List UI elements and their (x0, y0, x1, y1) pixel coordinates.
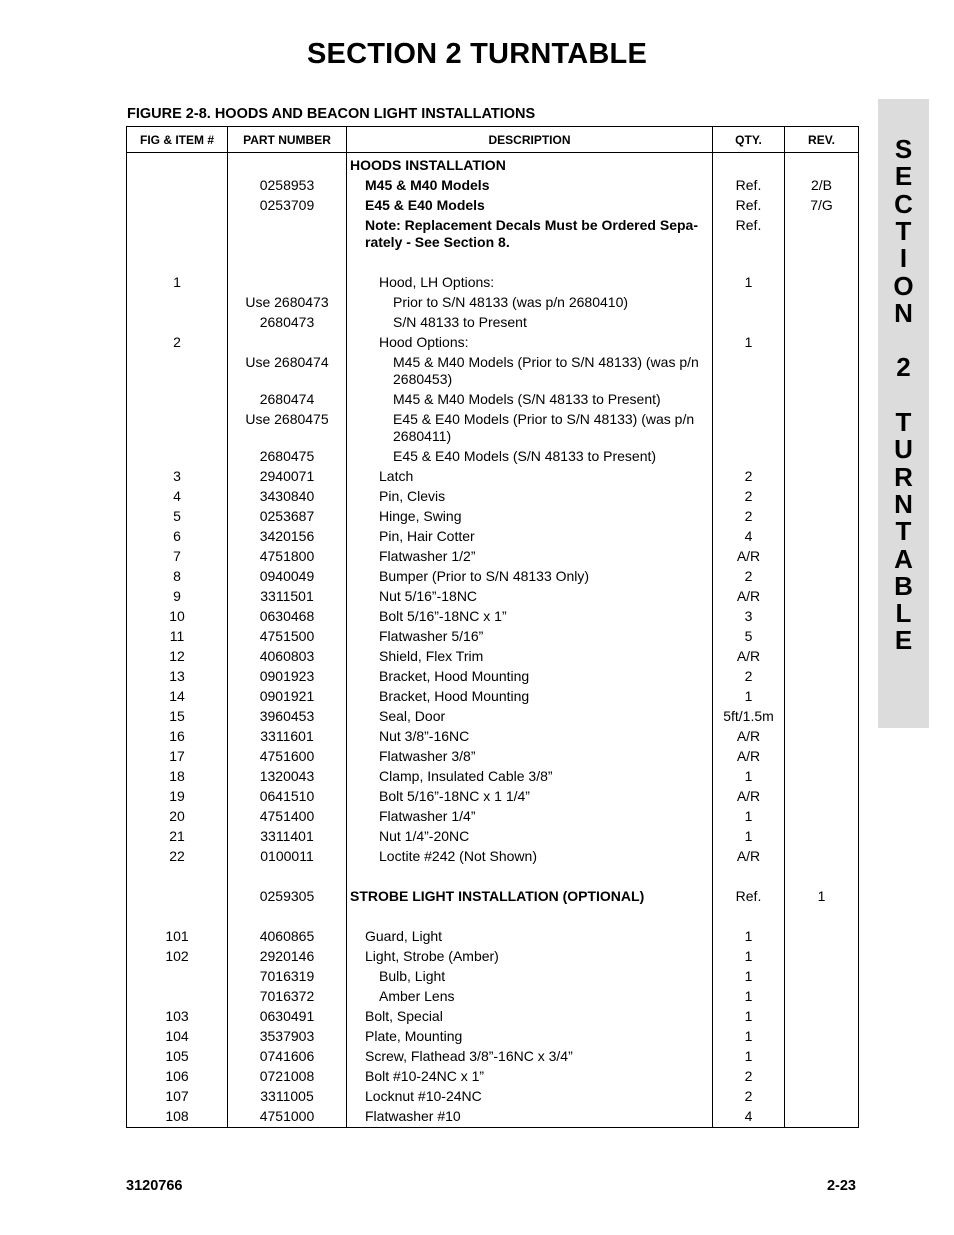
cell-part-number: 0253709 (228, 196, 347, 216)
cell-rev: 1 (785, 887, 859, 907)
cell-part-number: 0641510 (228, 787, 347, 807)
cell-description: Bolt #10-24NC x 1” (347, 1067, 713, 1087)
cell-fig-item: 2 (127, 333, 228, 353)
cell-rev (785, 1047, 859, 1067)
cell-part-number: 4751500 (228, 627, 347, 647)
cell-fig-item (127, 447, 228, 467)
cell-qty: 3 (713, 607, 785, 627)
cell-fig-item (127, 293, 228, 313)
page-title: SECTION 2 TURNTABLE (307, 38, 647, 70)
cell-part-number: 0100011 (228, 847, 347, 867)
table-row (127, 293, 859, 313)
cell-fig-item: 21 (127, 827, 228, 847)
cell-fig-item (127, 967, 228, 987)
cell-description: Flatwasher 3/8” (347, 747, 713, 767)
cell-rev (785, 1087, 859, 1107)
cell-description: E45 & E40 Models (347, 196, 713, 216)
cell-qty: 2 (713, 567, 785, 587)
cell-rev (785, 967, 859, 987)
cell-fig-item: 12 (127, 647, 228, 667)
cell-part-number (228, 153, 347, 176)
parts-table (126, 126, 859, 1128)
table-row (127, 153, 859, 176)
cell-rev (785, 353, 859, 390)
header-fig-item: FIG & ITEM # (127, 127, 228, 153)
cell-description: M45 & M40 Models (Prior to S/N 48133) (was p/n 2680453) (347, 353, 713, 390)
cell-qty: 1 (713, 927, 785, 947)
cell-part-number: 3311401 (228, 827, 347, 847)
cell-description: Bolt 5/16”-18NC x 1 1/4” (347, 787, 713, 807)
header-part-number: PART NUMBER (228, 127, 347, 153)
cell-part-number: 3311601 (228, 727, 347, 747)
cell-rev (785, 927, 859, 947)
table-row (127, 176, 859, 196)
cell-rev (785, 1027, 859, 1047)
cell-fig-item: 105 (127, 1047, 228, 1067)
cell-part-number: 1320043 (228, 767, 347, 787)
table-row (127, 216, 859, 253)
cell-part-number: 2680474 (228, 390, 347, 410)
cell-part-number: 4751600 (228, 747, 347, 767)
table-header-row (127, 127, 859, 153)
side-tab-letter: T (895, 516, 912, 547)
side-tab-letter: L (895, 598, 912, 629)
table-row (127, 353, 859, 390)
cell-rev (785, 293, 859, 313)
cell-description: Hood Options: (347, 333, 713, 353)
cell-fig-item: 19 (127, 787, 228, 807)
cell-rev (785, 1007, 859, 1027)
side-tab-letter: E (894, 625, 913, 656)
cell-fig-item: 104 (127, 1027, 228, 1047)
cell-qty (713, 293, 785, 313)
cell-fig-item (127, 313, 228, 333)
cell-description: Seal, Door (347, 707, 713, 727)
cell-description: Flatwasher 1/4” (347, 807, 713, 827)
side-tab-letter: E (894, 161, 913, 192)
cell-part-number: 3311501 (228, 587, 347, 607)
table-spacer-row (127, 907, 859, 927)
table-row (127, 547, 859, 567)
cell-qty: A/R (713, 847, 785, 867)
section-side-tab (878, 99, 929, 728)
cell-rev (785, 947, 859, 967)
cell-rev (785, 987, 859, 1007)
cell-part-number: 0940049 (228, 567, 347, 587)
side-tab-letter: C (894, 188, 913, 219)
table-row (127, 887, 859, 907)
table-spacer-row (127, 867, 859, 887)
cell-description: Plate, Mounting (347, 1027, 713, 1047)
cell-qty: 1 (713, 1047, 785, 1067)
cell-description: Latch (347, 467, 713, 487)
cell-rev (785, 787, 859, 807)
cell-description: Bracket, Hood Mounting (347, 687, 713, 707)
table-row (127, 1007, 859, 1027)
table-row (127, 567, 859, 587)
cell-rev (785, 767, 859, 787)
cell-description: Bracket, Hood Mounting (347, 667, 713, 687)
cell-qty: 1 (713, 967, 785, 987)
cell-rev (785, 487, 859, 507)
cell-description: Nut 1/4”-20NC (347, 827, 713, 847)
cell-fig-item: 4 (127, 487, 228, 507)
table-row (127, 196, 859, 216)
cell-part-number: 4060865 (228, 927, 347, 947)
table-row (127, 847, 859, 867)
side-tab-letter: N (894, 297, 913, 328)
cell-rev (785, 627, 859, 647)
cell-fig-item: 6 (127, 527, 228, 547)
cell-part-number: 3430840 (228, 487, 347, 507)
cell-description: HOODS INSTALLATION (347, 153, 713, 176)
cell-rev (785, 1067, 859, 1087)
cell-rev (785, 827, 859, 847)
cell-part-number: 2680473 (228, 313, 347, 333)
cell-qty: 2 (713, 1087, 785, 1107)
side-tab-letter: 2 (896, 352, 911, 383)
cell-fig-item: 9 (127, 587, 228, 607)
cell-part-number: 0630491 (228, 1007, 347, 1027)
table-row (127, 410, 859, 447)
cell-qty: 1 (713, 1007, 785, 1027)
cell-part-number: 0741606 (228, 1047, 347, 1067)
header-description: DESCRIPTION (347, 127, 713, 153)
cell-fig-item: 8 (127, 567, 228, 587)
cell-description: S/N 48133 to Present (347, 313, 713, 333)
cell-rev (785, 216, 859, 253)
cell-rev (785, 587, 859, 607)
table-row (127, 587, 859, 607)
table-row (127, 967, 859, 987)
table-row (127, 687, 859, 707)
cell-fig-item (127, 176, 228, 196)
cell-qty: 5 (713, 627, 785, 647)
cell-rev (785, 567, 859, 587)
cell-description: Flatwasher #10 (347, 1107, 713, 1128)
table-row (127, 667, 859, 687)
cell-rev (785, 447, 859, 467)
cell-description: E45 & E40 Models (S/N 48133 to Present) (347, 447, 713, 467)
table-row (127, 273, 859, 293)
cell-description: Light, Strobe (Amber) (347, 947, 713, 967)
cell-qty: Ref. (713, 196, 785, 216)
cell-qty: 1 (713, 1027, 785, 1047)
cell-qty: 1 (713, 767, 785, 787)
cell-rev (785, 467, 859, 487)
cell-part-number: 4751400 (228, 807, 347, 827)
cell-qty: A/R (713, 587, 785, 607)
cell-part-number (228, 333, 347, 353)
cell-qty: 2 (713, 667, 785, 687)
cell-rev: 2/B (785, 176, 859, 196)
cell-qty (713, 153, 785, 176)
cell-rev (785, 313, 859, 333)
table-row (127, 607, 859, 627)
cell-qty: 1 (713, 807, 785, 827)
cell-qty (713, 447, 785, 467)
cell-fig-item: 14 (127, 687, 228, 707)
cell-part-number: 0901923 (228, 667, 347, 687)
table-row (127, 390, 859, 410)
cell-part-number: 0630468 (228, 607, 347, 627)
table-row (127, 747, 859, 767)
cell-rev (785, 1107, 859, 1128)
cell-qty: 1 (713, 333, 785, 353)
cell-rev (785, 153, 859, 176)
cell-fig-item: 11 (127, 627, 228, 647)
cell-qty: Ref. (713, 887, 785, 907)
cell-fig-item: 17 (127, 747, 228, 767)
cell-fig-item: 101 (127, 927, 228, 947)
table-row (127, 707, 859, 727)
cell-description: Flatwasher 1/2” (347, 547, 713, 567)
cell-fig-item: 10 (127, 607, 228, 627)
cell-part-number: 2920146 (228, 947, 347, 967)
cell-part-number: Use 2680473 (228, 293, 347, 313)
figure-caption: FIGURE 2-8. HOODS AND BEACON LIGHT INSTALLATIONS (127, 106, 536, 122)
table-row (127, 767, 859, 787)
cell-fig-item: 107 (127, 1087, 228, 1107)
table-row (127, 927, 859, 947)
cell-fig-item (127, 887, 228, 907)
cell-qty: Ref. (713, 176, 785, 196)
cell-description: Locknut #10-24NC (347, 1087, 713, 1107)
side-tab-letter: S (894, 134, 913, 164)
cell-rev (785, 707, 859, 727)
cell-rev (785, 687, 859, 707)
cell-part-number (228, 216, 347, 253)
cell-fig-item: 18 (127, 767, 228, 787)
cell-description: Prior to S/N 48133 (was p/n 2680410) (347, 293, 713, 313)
cell-part-number: 4751800 (228, 547, 347, 567)
table-row (127, 507, 859, 527)
cell-qty: Ref. (713, 216, 785, 253)
cell-rev (785, 667, 859, 687)
table-row (127, 1047, 859, 1067)
cell-qty: A/R (713, 727, 785, 747)
cell-fig-item (127, 987, 228, 1007)
cell-description: Pin, Clevis (347, 487, 713, 507)
cell-description: Bolt, Special (347, 1007, 713, 1027)
cell-rev (785, 333, 859, 353)
table-row (127, 447, 859, 467)
side-tab-letter: N (894, 488, 913, 519)
cell-part-number: 3311005 (228, 1087, 347, 1107)
cell-rev: 7/G (785, 196, 859, 216)
cell-qty: 2 (713, 487, 785, 507)
cell-fig-item: 16 (127, 727, 228, 747)
cell-description: Nut 3/8”-16NC (347, 727, 713, 747)
header-qty: QTY. (713, 127, 785, 153)
cell-part-number: 3960453 (228, 707, 347, 727)
table-row (127, 627, 859, 647)
cell-fig-item (127, 410, 228, 447)
table-row (127, 1027, 859, 1047)
cell-fig-item: 108 (127, 1107, 228, 1128)
cell-qty: 2 (713, 1067, 785, 1087)
table-spacer-row (127, 253, 859, 273)
cell-description: STROBE LIGHT INSTALLATION (OPTIONAL) (347, 887, 713, 907)
table-row (127, 987, 859, 1007)
cell-rev (785, 727, 859, 747)
cell-part-number: 3537903 (228, 1027, 347, 1047)
cell-part-number: 2680475 (228, 447, 347, 467)
cell-part-number: 7016372 (228, 987, 347, 1007)
cell-description: Guard, Light (347, 927, 713, 947)
cell-description: M45 & M40 Models (S/N 48133 to Present) (347, 390, 713, 410)
table-row (127, 333, 859, 353)
side-tab-letter: T (895, 407, 912, 437)
side-tab-letter: B (894, 570, 913, 601)
cell-qty: A/R (713, 647, 785, 667)
cell-qty: 2 (713, 507, 785, 527)
table-row (127, 787, 859, 807)
side-tab-letter: R (894, 461, 913, 492)
table-row (127, 527, 859, 547)
table-row (127, 827, 859, 847)
cell-fig-item: 20 (127, 807, 228, 827)
table-row (127, 467, 859, 487)
cell-qty: 1 (713, 827, 785, 847)
cell-part-number: 4060803 (228, 647, 347, 667)
cell-description: Hinge, Swing (347, 507, 713, 527)
cell-qty: A/R (713, 547, 785, 567)
cell-description: Bolt 5/16”-18NC x 1” (347, 607, 713, 627)
cell-qty: 2 (713, 467, 785, 487)
cell-fig-item (127, 353, 228, 390)
cell-part-number: 7016319 (228, 967, 347, 987)
cell-fig-item (127, 390, 228, 410)
cell-qty: A/R (713, 747, 785, 767)
table-row (127, 947, 859, 967)
cell-qty (713, 410, 785, 447)
cell-description: Screw, Flathead 3/8”-16NC x 3/4” (347, 1047, 713, 1067)
side-tab-letter: T (895, 215, 912, 246)
cell-rev (785, 507, 859, 527)
table-row (127, 807, 859, 827)
cell-description: Shield, Flex Trim (347, 647, 713, 667)
cell-qty (713, 353, 785, 390)
table-row (127, 1067, 859, 1087)
cell-qty: 5ft/1.5m (713, 707, 785, 727)
cell-part-number: 3420156 (228, 527, 347, 547)
cell-part-number: Use 2680474 (228, 353, 347, 390)
cell-description: Bumper (Prior to S/N 48133 Only) (347, 567, 713, 587)
cell-part-number: 0259305 (228, 887, 347, 907)
cell-fig-item: 15 (127, 707, 228, 727)
cell-rev (785, 410, 859, 447)
cell-description: M45 & M40 Models (347, 176, 713, 196)
cell-part-number: 4751000 (228, 1107, 347, 1128)
cell-rev (785, 547, 859, 567)
table-row (127, 487, 859, 507)
cell-rev (785, 390, 859, 410)
cell-part-number: 0901921 (228, 687, 347, 707)
cell-fig-item: 103 (127, 1007, 228, 1027)
cell-qty: 4 (713, 527, 785, 547)
cell-qty (713, 313, 785, 333)
cell-description: Note: Replacement Decals Must be Ordered Sepa- rately - See Section 8. (347, 216, 713, 253)
cell-part-number: Use 2680475 (228, 410, 347, 447)
cell-qty: 1 (713, 273, 785, 293)
cell-rev (785, 607, 859, 627)
table-row (127, 647, 859, 667)
side-tab-letter: A (894, 543, 913, 574)
side-tab-letter: I (899, 243, 908, 274)
footer-doc-number: 3120766 (126, 1178, 183, 1194)
side-tab-letter: O (893, 270, 914, 301)
cell-fig-item (127, 153, 228, 176)
cell-part-number (228, 273, 347, 293)
cell-rev (785, 527, 859, 547)
cell-qty: 1 (713, 687, 785, 707)
cell-part-number: 0258953 (228, 176, 347, 196)
cell-description: Flatwasher 5/16” (347, 627, 713, 647)
cell-fig-item: 7 (127, 547, 228, 567)
header-rev: REV. (785, 127, 859, 153)
cell-fig-item (127, 216, 228, 253)
cell-fig-item: 106 (127, 1067, 228, 1087)
table-row (127, 313, 859, 333)
cell-part-number: 0253687 (228, 507, 347, 527)
cell-fig-item: 102 (127, 947, 228, 967)
cell-fig-item: 1 (127, 273, 228, 293)
cell-rev (785, 273, 859, 293)
cell-description: Bulb, Light (347, 967, 713, 987)
cell-qty (713, 390, 785, 410)
cell-fig-item: 3 (127, 467, 228, 487)
cell-rev (785, 847, 859, 867)
cell-description: Clamp, Insulated Cable 3/8” (347, 767, 713, 787)
footer-page-number: 2-23 (826, 1178, 856, 1194)
cell-fig-item (127, 196, 228, 216)
cell-part-number: 2940071 (228, 467, 347, 487)
cell-rev (785, 807, 859, 827)
table-row (127, 1087, 859, 1107)
cell-description: Nut 5/16”-18NC (347, 587, 713, 607)
cell-description: Pin, Hair Cotter (347, 527, 713, 547)
cell-fig-item: 22 (127, 847, 228, 867)
cell-fig-item: 13 (127, 667, 228, 687)
side-tab-letter: U (894, 434, 913, 465)
table-row (127, 727, 859, 747)
cell-description: E45 & E40 Models (Prior to S/N 48133) (was p/n 2680411) (347, 410, 713, 447)
cell-rev (785, 647, 859, 667)
cell-rev (785, 747, 859, 767)
table-row (127, 1107, 859, 1128)
cell-description: Hood, LH Options: (347, 273, 713, 293)
cell-qty: 1 (713, 947, 785, 967)
cell-qty: A/R (713, 787, 785, 807)
cell-description: Amber Lens (347, 987, 713, 1007)
cell-part-number: 0721008 (228, 1067, 347, 1087)
cell-fig-item: 5 (127, 507, 228, 527)
cell-description: Loctite #242 (Not Shown) (347, 847, 713, 867)
cell-qty: 1 (713, 987, 785, 1007)
cell-qty: 4 (713, 1107, 785, 1128)
